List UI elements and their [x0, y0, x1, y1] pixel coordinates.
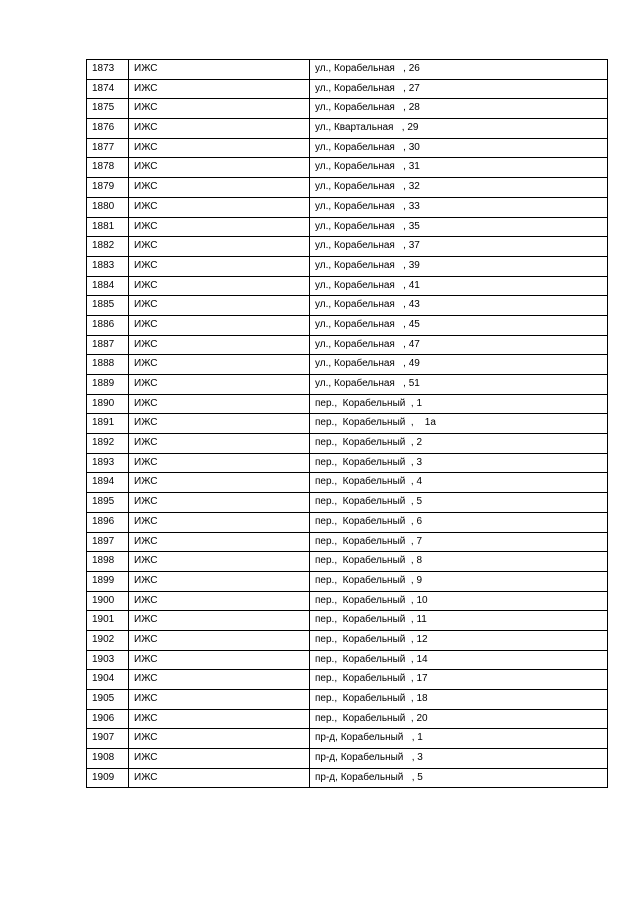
record-number-cell: 1885	[87, 296, 129, 316]
address-cell: ул., Корабельная , 35	[310, 217, 608, 237]
building-type-cell: ИЖС	[129, 768, 310, 788]
record-number-cell: 1899	[87, 571, 129, 591]
address-cell: пер., Корабельный , 11	[310, 611, 608, 631]
building-type-cell: ИЖС	[129, 729, 310, 749]
table-row	[87, 197, 608, 217]
building-type-cell: ИЖС	[129, 434, 310, 454]
building-type-cell: ИЖС	[129, 453, 310, 473]
address-cell: пер., Корабельный , 9	[310, 571, 608, 591]
building-type-cell: ИЖС	[129, 532, 310, 552]
record-number-cell: 1888	[87, 355, 129, 375]
record-number-cell: 1883	[87, 256, 129, 276]
table-row	[87, 315, 608, 335]
address-cell: ул., Корабельная , 51	[310, 375, 608, 395]
address-cell: ул., Корабельная , 49	[310, 355, 608, 375]
record-number-cell: 1896	[87, 512, 129, 532]
address-cell: ул., Корабельная , 28	[310, 99, 608, 119]
table-row	[87, 690, 608, 710]
address-cell: пер., Корабельный , 14	[310, 650, 608, 670]
table-row	[87, 532, 608, 552]
table-row	[87, 473, 608, 493]
address-cell: пер., Корабельный , 3	[310, 453, 608, 473]
table-row	[87, 375, 608, 395]
record-number-cell: 1897	[87, 532, 129, 552]
address-cell: пер., Корабельный , 1	[310, 394, 608, 414]
address-cell: пер., Корабельный , 12	[310, 630, 608, 650]
record-number-cell: 1901	[87, 611, 129, 631]
table-row	[87, 296, 608, 316]
address-cell: ул., Корабельная , 32	[310, 178, 608, 198]
table-row	[87, 335, 608, 355]
table-row	[87, 453, 608, 473]
address-cell: ул., Корабельная , 47	[310, 335, 608, 355]
table-row	[87, 414, 608, 434]
table-row	[87, 237, 608, 257]
address-cell: ул., Корабельная , 33	[310, 197, 608, 217]
building-type-cell: ИЖС	[129, 138, 310, 158]
table-row	[87, 729, 608, 749]
table-row	[87, 99, 608, 119]
address-cell: ул., Квартальная , 29	[310, 119, 608, 139]
address-cell: ул., Корабельная , 37	[310, 237, 608, 257]
record-number-cell: 1906	[87, 709, 129, 729]
record-number-cell: 1875	[87, 99, 129, 119]
building-type-cell: ИЖС	[129, 60, 310, 80]
address-cell: пер., Корабельный , 4	[310, 473, 608, 493]
building-type-cell: ИЖС	[129, 670, 310, 690]
building-type-cell: ИЖС	[129, 709, 310, 729]
address-cell: пер., Корабельный , 2	[310, 434, 608, 454]
building-type-cell: ИЖС	[129, 611, 310, 631]
table-row	[87, 630, 608, 650]
record-number-cell: 1882	[87, 237, 129, 257]
table-row	[87, 119, 608, 139]
building-type-cell: ИЖС	[129, 355, 310, 375]
building-type-cell: ИЖС	[129, 296, 310, 316]
record-number-cell: 1874	[87, 79, 129, 99]
address-cell: пер., Корабельный , 10	[310, 591, 608, 611]
record-number-cell: 1900	[87, 591, 129, 611]
address-cell: ул., Корабельная , 45	[310, 315, 608, 335]
table-row	[87, 60, 608, 80]
table-row	[87, 79, 608, 99]
table-row	[87, 394, 608, 414]
address-cell: ул., Корабельная , 30	[310, 138, 608, 158]
table-row	[87, 552, 608, 572]
building-type-cell: ИЖС	[129, 650, 310, 670]
table-row	[87, 178, 608, 198]
record-number-cell: 1877	[87, 138, 129, 158]
address-cell: пер., Корабельный , 8	[310, 552, 608, 572]
building-type-cell: ИЖС	[129, 256, 310, 276]
record-number-cell: 1905	[87, 690, 129, 710]
address-cell: ул., Корабельная , 39	[310, 256, 608, 276]
address-cell: пер., Корабельный , 18	[310, 690, 608, 710]
table-row	[87, 276, 608, 296]
address-cell: пер., Корабельный , 6	[310, 512, 608, 532]
table-row	[87, 355, 608, 375]
record-number-cell: 1884	[87, 276, 129, 296]
building-type-cell: ИЖС	[129, 591, 310, 611]
table-row	[87, 670, 608, 690]
building-type-cell: ИЖС	[129, 630, 310, 650]
building-type-cell: ИЖС	[129, 493, 310, 513]
record-number-cell: 1909	[87, 768, 129, 788]
building-type-cell: ИЖС	[129, 99, 310, 119]
table-row	[87, 138, 608, 158]
building-type-cell: ИЖС	[129, 552, 310, 572]
record-number-cell: 1881	[87, 217, 129, 237]
building-type-cell: ИЖС	[129, 571, 310, 591]
building-type-cell: ИЖС	[129, 512, 310, 532]
record-number-cell: 1876	[87, 119, 129, 139]
table-row	[87, 158, 608, 178]
building-type-cell: ИЖС	[129, 217, 310, 237]
building-type-cell: ИЖС	[129, 178, 310, 198]
building-type-cell: ИЖС	[129, 394, 310, 414]
address-cell: пр-д, Корабельный , 3	[310, 749, 608, 769]
record-number-cell: 1902	[87, 630, 129, 650]
building-type-cell: ИЖС	[129, 690, 310, 710]
table-row	[87, 217, 608, 237]
address-cell: пер., Корабельный , 20	[310, 709, 608, 729]
record-number-cell: 1907	[87, 729, 129, 749]
building-type-cell: ИЖС	[129, 119, 310, 139]
building-type-cell: ИЖС	[129, 237, 310, 257]
record-number-cell: 1908	[87, 749, 129, 769]
building-type-cell: ИЖС	[129, 473, 310, 493]
building-type-cell: ИЖС	[129, 79, 310, 99]
table-row	[87, 256, 608, 276]
record-number-cell: 1886	[87, 315, 129, 335]
address-cell: ул., Корабельная , 31	[310, 158, 608, 178]
address-cell: пр-д, Корабельный , 5	[310, 768, 608, 788]
address-cell: пер., Корабельный , 7	[310, 532, 608, 552]
record-number-cell: 1898	[87, 552, 129, 572]
address-cell: ул., Корабельная , 43	[310, 296, 608, 316]
address-registry-table	[86, 59, 608, 788]
table-row	[87, 512, 608, 532]
record-number-cell: 1891	[87, 414, 129, 434]
record-number-cell: 1895	[87, 493, 129, 513]
record-number-cell: 1893	[87, 453, 129, 473]
table-row	[87, 768, 608, 788]
address-cell: ул., Корабельная , 27	[310, 79, 608, 99]
table-row	[87, 591, 608, 611]
table-row	[87, 611, 608, 631]
record-number-cell: 1890	[87, 394, 129, 414]
table-row	[87, 650, 608, 670]
record-number-cell: 1880	[87, 197, 129, 217]
address-cell: ул., Корабельная , 26	[310, 60, 608, 80]
building-type-cell: ИЖС	[129, 335, 310, 355]
record-number-cell: 1878	[87, 158, 129, 178]
record-number-cell: 1894	[87, 473, 129, 493]
record-number-cell: 1903	[87, 650, 129, 670]
building-type-cell: ИЖС	[129, 158, 310, 178]
table-row	[87, 434, 608, 454]
address-cell: ул., Корабельная , 41	[310, 276, 608, 296]
table-row	[87, 709, 608, 729]
record-number-cell: 1873	[87, 60, 129, 80]
building-type-cell: ИЖС	[129, 197, 310, 217]
building-type-cell: ИЖС	[129, 414, 310, 434]
table-row	[87, 749, 608, 769]
record-number-cell: 1879	[87, 178, 129, 198]
building-type-cell: ИЖС	[129, 315, 310, 335]
building-type-cell: ИЖС	[129, 276, 310, 296]
record-number-cell: 1904	[87, 670, 129, 690]
building-type-cell: ИЖС	[129, 375, 310, 395]
address-registry-body	[87, 60, 608, 788]
address-cell: пер., Корабельный , 17	[310, 670, 608, 690]
record-number-cell: 1887	[87, 335, 129, 355]
building-type-cell: ИЖС	[129, 749, 310, 769]
table-row	[87, 493, 608, 513]
address-cell: пер., Корабельный , 1а	[310, 414, 608, 434]
address-cell: пр-д, Корабельный , 1	[310, 729, 608, 749]
table-row	[87, 571, 608, 591]
record-number-cell: 1892	[87, 434, 129, 454]
address-cell: пер., Корабельный , 5	[310, 493, 608, 513]
record-number-cell: 1889	[87, 375, 129, 395]
